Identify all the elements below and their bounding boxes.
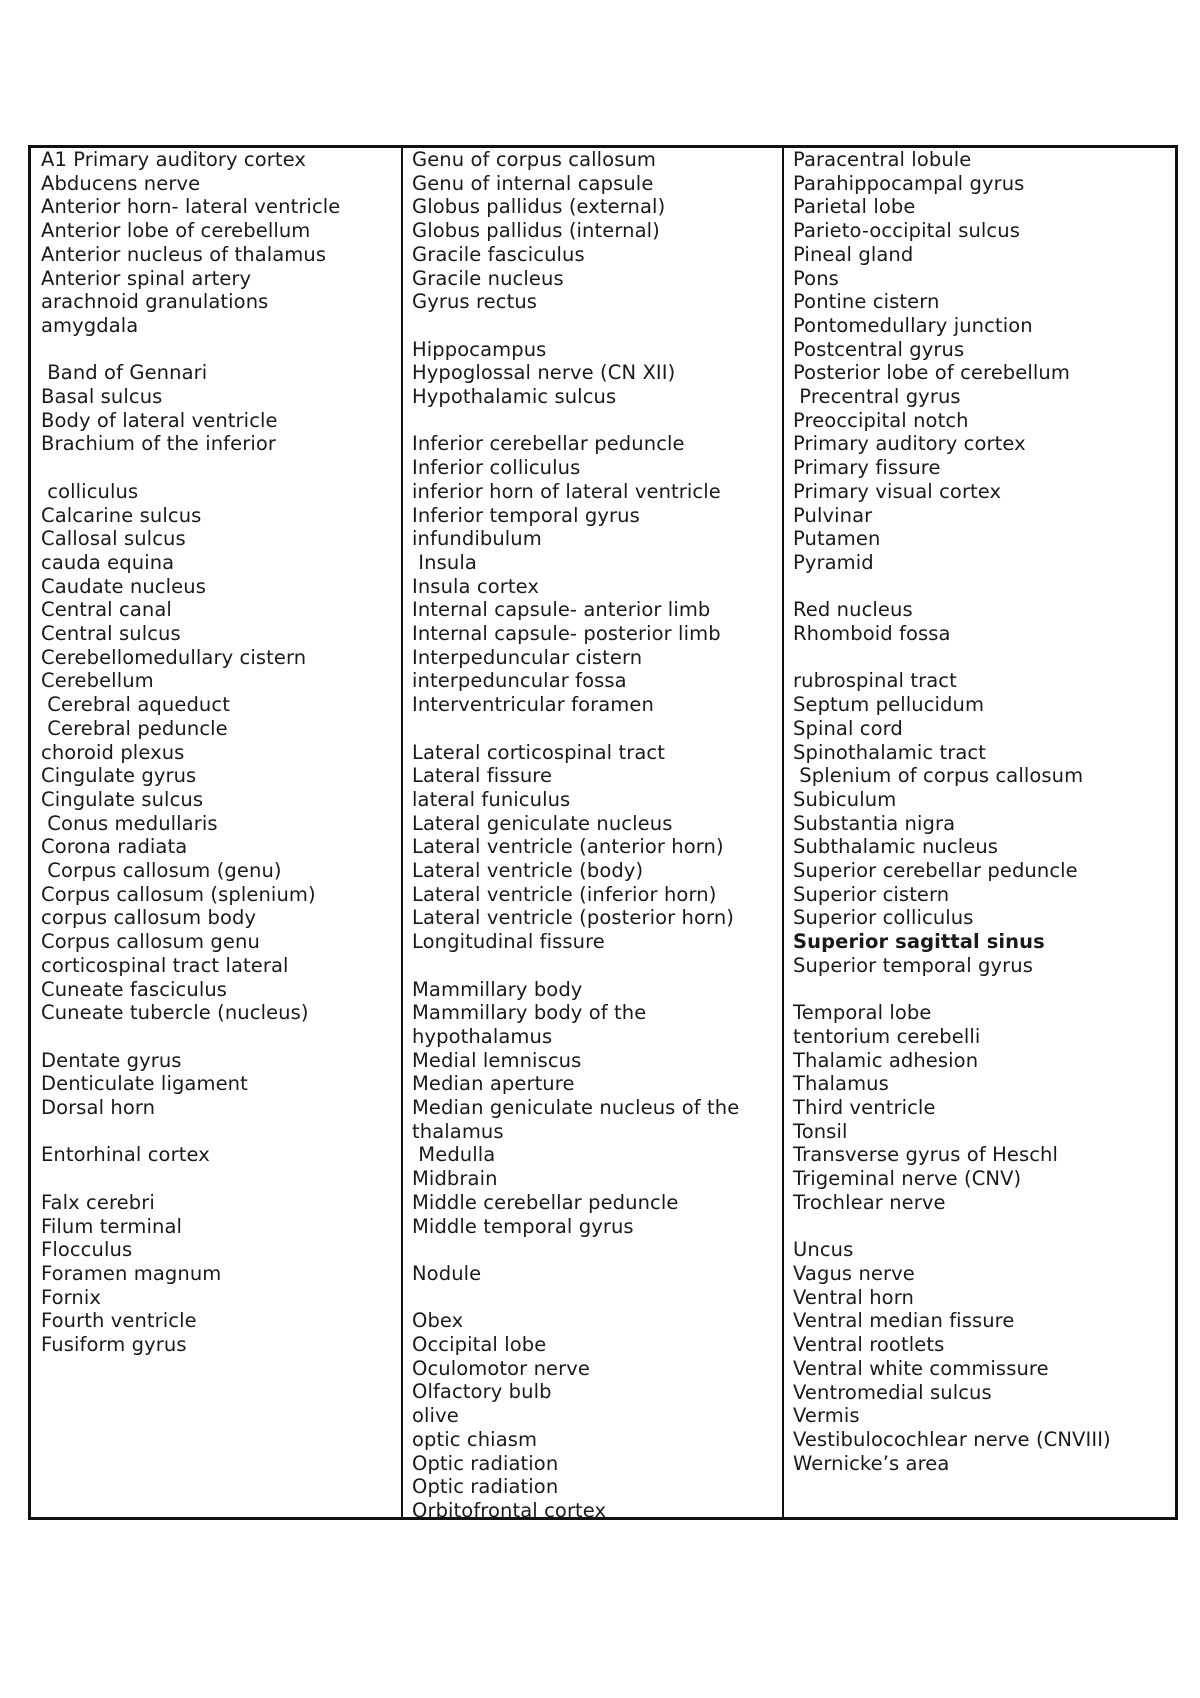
term-item: Superior colliculus xyxy=(793,906,974,930)
term-item: arachnoid granulations xyxy=(41,290,269,314)
term-item: Genu of corpus callosum xyxy=(412,148,657,171)
term-column-1 xyxy=(31,148,403,1517)
term-item: thalamus xyxy=(412,1119,504,1143)
term-item: Dentate gyrus xyxy=(41,1048,182,1072)
term-item: Globus pallidus (internal) xyxy=(412,219,660,243)
term-item xyxy=(793,978,1175,1002)
term-item: olive xyxy=(412,1404,459,1428)
term-item: Interventricular foramen xyxy=(412,693,654,717)
term-item: Superior temporal gyrus xyxy=(793,953,1033,977)
term-item: A1 Primary auditory cortex xyxy=(41,148,307,171)
term-item xyxy=(793,1215,1175,1239)
term-item: amygdala xyxy=(41,313,139,337)
term-item: Nodule xyxy=(412,1261,482,1285)
term-column-3 xyxy=(784,148,1175,1517)
term-item xyxy=(41,1120,401,1144)
term-item: Lateral corticospinal tract xyxy=(412,740,665,764)
term-item: Thalamic adhesion xyxy=(793,1048,979,1072)
term-item: Anterior spinal artery xyxy=(41,266,252,290)
term-item: Lateral ventricle (posterior horn) xyxy=(412,906,734,930)
term-item xyxy=(412,1238,782,1262)
term-item: Occipital lobe xyxy=(412,1333,547,1357)
term-item: Globus pallidus (external) xyxy=(412,195,666,219)
term-item: Interpeduncular cistern xyxy=(412,645,643,669)
term-item: corticospinal tract lateral xyxy=(41,953,289,977)
term-column-2 xyxy=(403,148,784,1517)
term-item: Lateral geniculate nucleus xyxy=(412,811,673,835)
term-item: Superior sagittal sinus xyxy=(793,930,1045,954)
term-item: Denticulate ligament xyxy=(41,1072,248,1096)
term-item: Hypothalamic sulcus xyxy=(412,385,617,409)
term-item: Falx cerebri xyxy=(41,1190,155,1214)
term-item: Trochlear nerve xyxy=(793,1190,946,1214)
term-item: Calcarine sulcus xyxy=(41,503,202,527)
term-item: inferior horn of lateral ventricle xyxy=(412,479,721,503)
term-item: Putamen xyxy=(793,527,881,551)
term-item: lateral funiculus xyxy=(412,787,571,811)
term-item: Caudate nucleus xyxy=(41,574,206,598)
term-item xyxy=(41,338,401,362)
term-item: Genu of internal capsule xyxy=(412,171,654,195)
term-item: Cerebral aqueduct xyxy=(41,693,230,717)
term-item xyxy=(41,1167,401,1191)
term-item xyxy=(412,409,782,433)
term-item: Gracile fasciculus xyxy=(412,242,585,266)
term-item: Superior cerebellar peduncle xyxy=(793,859,1078,883)
term-item: Anterior nucleus of thalamus xyxy=(41,242,327,266)
term-item: Corpus callosum (splenium) xyxy=(41,882,316,906)
term-item: Ventral median fissure xyxy=(793,1309,1015,1333)
term-item: Midbrain xyxy=(412,1167,498,1191)
term-item xyxy=(793,575,1175,599)
term-item: colliculus xyxy=(41,479,139,503)
term-item: Cuneate tubercle (nucleus) xyxy=(41,1001,309,1025)
term-item: Inferior colliculus xyxy=(412,456,581,480)
term-item: Lateral ventricle (anterior horn) xyxy=(412,835,724,859)
term-item: Primary auditory cortex xyxy=(793,432,1026,456)
term-item: Longitudinal fissure xyxy=(412,930,605,954)
term-item: Cerebellomedullary cistern xyxy=(41,645,307,669)
term-item: corpus callosum body xyxy=(41,906,257,930)
term-item: choroid plexus xyxy=(41,740,185,764)
term-item: Superior cistern xyxy=(793,882,950,906)
term-item: Postcentral gyrus xyxy=(793,337,965,361)
term-item: Anterior horn- lateral ventricle xyxy=(41,195,341,219)
term-item: Internal capsule- anterior limb xyxy=(412,598,711,622)
term-item: Inferior cerebellar peduncle xyxy=(412,432,685,456)
term-item: Subthalamic nucleus xyxy=(793,835,999,859)
term-item: Trigeminal nerve (CNV) xyxy=(793,1167,1022,1191)
term-item: Ventral white commissure xyxy=(793,1356,1049,1380)
term-item: Filum terminal xyxy=(41,1214,183,1238)
term-item: Ventral horn xyxy=(793,1285,914,1309)
term-item: Fusiform gyrus xyxy=(41,1333,187,1357)
term-item: Red nucleus xyxy=(793,598,913,622)
term-item xyxy=(412,717,782,741)
term-item: Cingulate sulcus xyxy=(41,787,204,811)
term-item: Abducens nerve xyxy=(41,171,201,195)
term-item: Parieto-occipital sulcus xyxy=(793,219,1020,243)
term-item: Rhomboid fossa xyxy=(793,622,951,646)
term-item: Ventromedial sulcus xyxy=(793,1380,992,1404)
term-item: Brachium of the inferior xyxy=(41,432,277,456)
term-item: Pontomedullary junction xyxy=(793,313,1033,337)
term-item: tentorium cerebelli xyxy=(793,1024,981,1048)
term-item: Mammillary body xyxy=(412,977,583,1001)
term-item: Median aperture xyxy=(412,1072,575,1096)
term-item: Central sulcus xyxy=(41,622,181,646)
term-item: Paracentral lobule xyxy=(793,148,972,171)
term-item: Callosal sulcus xyxy=(41,527,186,551)
term-item xyxy=(41,456,401,480)
term-item: Pons xyxy=(793,266,839,290)
term-item: Inferior temporal gyrus xyxy=(412,503,640,527)
term-item: Primary fissure xyxy=(793,456,941,480)
term-item: Dorsal horn xyxy=(41,1096,156,1120)
term-item: Gracile nucleus xyxy=(412,266,564,290)
term-item: hypothalamus xyxy=(412,1024,553,1048)
term-item: Thalamus xyxy=(793,1072,889,1096)
term-item: Cerebellum xyxy=(41,669,154,693)
term-item: Spinal cord xyxy=(793,716,903,740)
term-item: Conus medullaris xyxy=(41,811,218,835)
term-item: Vermis xyxy=(793,1404,860,1428)
term-item: Fourth ventricle xyxy=(41,1309,197,1333)
term-item: Pyramid xyxy=(793,550,874,574)
term-item: Orbitofrontal cortex xyxy=(412,1498,607,1517)
term-item: Pulvinar xyxy=(793,503,873,527)
term-item: Pontine cistern xyxy=(793,290,940,314)
term-item: Basal sulcus xyxy=(41,385,163,409)
term-item: Cuneate fasciculus xyxy=(41,977,228,1001)
term-item: Corpus callosum (genu) xyxy=(41,859,282,883)
term-item: Corpus callosum genu xyxy=(41,930,260,954)
term-item: Insula xyxy=(412,550,477,574)
term-item: Optic radiation xyxy=(412,1451,559,1475)
term-item xyxy=(793,646,1175,670)
term-item: Olfactory bulb xyxy=(412,1380,552,1404)
term-item: Mammillary body of the xyxy=(412,1001,647,1025)
term-item: Lateral fissure xyxy=(412,764,553,788)
term-item: Median geniculate nucleus of the xyxy=(412,1096,740,1120)
term-item: Uncus xyxy=(793,1238,854,1262)
term-item: rubrospinal tract xyxy=(793,669,957,693)
term-item: Third ventricle xyxy=(793,1096,936,1120)
term-item: Subiculum xyxy=(793,787,897,811)
term-item: Hypoglossal nerve (CN XII) xyxy=(412,361,676,385)
term-item: Parietal lobe xyxy=(793,195,916,219)
term-item: optic chiasm xyxy=(412,1427,538,1451)
term-item: Lateral ventricle (body) xyxy=(412,859,644,883)
term-item: Fornix xyxy=(41,1285,102,1309)
term-item: Body of lateral ventricle xyxy=(41,408,278,432)
term-item: Transverse gyrus of Heschl xyxy=(793,1143,1059,1167)
term-item: Middle temporal gyrus xyxy=(412,1214,634,1238)
term-item: Entorhinal cortex xyxy=(41,1143,210,1167)
term-item: Splenium of corpus callosum xyxy=(793,764,1084,788)
term-item: Oculomotor nerve xyxy=(412,1356,591,1380)
term-item: Spinothalamic tract xyxy=(793,740,986,764)
term-item: Corona radiata xyxy=(41,835,188,859)
term-item: Primary visual cortex xyxy=(793,479,1002,503)
term-item: Hippocampus xyxy=(412,337,547,361)
term-item: Posterior lobe of cerebellum xyxy=(793,361,1070,385)
term-item: Foramen magnum xyxy=(41,1261,222,1285)
term-item xyxy=(412,314,782,338)
term-item xyxy=(412,954,782,978)
term-item: Vagus nerve xyxy=(793,1261,915,1285)
term-item: Vestibulocochlear nerve (CNVIII) xyxy=(793,1427,1111,1451)
term-item: Precentral gyrus xyxy=(793,385,961,409)
term-item: cauda equina xyxy=(41,550,175,574)
term-item: Optic radiation xyxy=(412,1475,559,1499)
term-item: Insula cortex xyxy=(412,574,540,598)
term-item: Internal capsule- posterior limb xyxy=(412,622,721,646)
term-item xyxy=(41,1025,401,1049)
term-item: Anterior lobe of cerebellum xyxy=(41,219,311,243)
term-item: Ventral rootlets xyxy=(793,1333,945,1357)
term-item: Cerebral peduncle xyxy=(41,716,228,740)
term-item: Pineal gland xyxy=(793,242,914,266)
term-item: Central canal xyxy=(41,598,172,622)
term-item: Medulla xyxy=(412,1143,496,1167)
term-item: Flocculus xyxy=(41,1238,133,1262)
term-item: Middle cerebellar peduncle xyxy=(412,1190,679,1214)
term-item: Parahippocampal gyrus xyxy=(793,171,1025,195)
term-item: Gyrus rectus xyxy=(412,290,538,314)
term-item: Preoccipital notch xyxy=(793,408,969,432)
term-item xyxy=(412,1286,782,1310)
term-item: interpeduncular fossa xyxy=(412,669,627,693)
term-item: Medial lemniscus xyxy=(412,1048,582,1072)
term-item: Lateral ventricle (inferior horn) xyxy=(412,882,717,906)
term-item: Band of Gennari xyxy=(41,361,208,385)
term-item: Temporal lobe xyxy=(793,1001,932,1025)
term-item: Tonsil xyxy=(793,1119,848,1143)
neuroanatomy-term-table xyxy=(28,145,1178,1520)
term-item: infundibulum xyxy=(412,527,542,551)
term-item: Obex xyxy=(412,1309,464,1333)
term-item: Substantia nigra xyxy=(793,811,956,835)
term-item: Septum pellucidum xyxy=(793,693,985,717)
term-item: Wernicke’s area xyxy=(793,1451,950,1475)
term-item: Cingulate gyrus xyxy=(41,764,197,788)
